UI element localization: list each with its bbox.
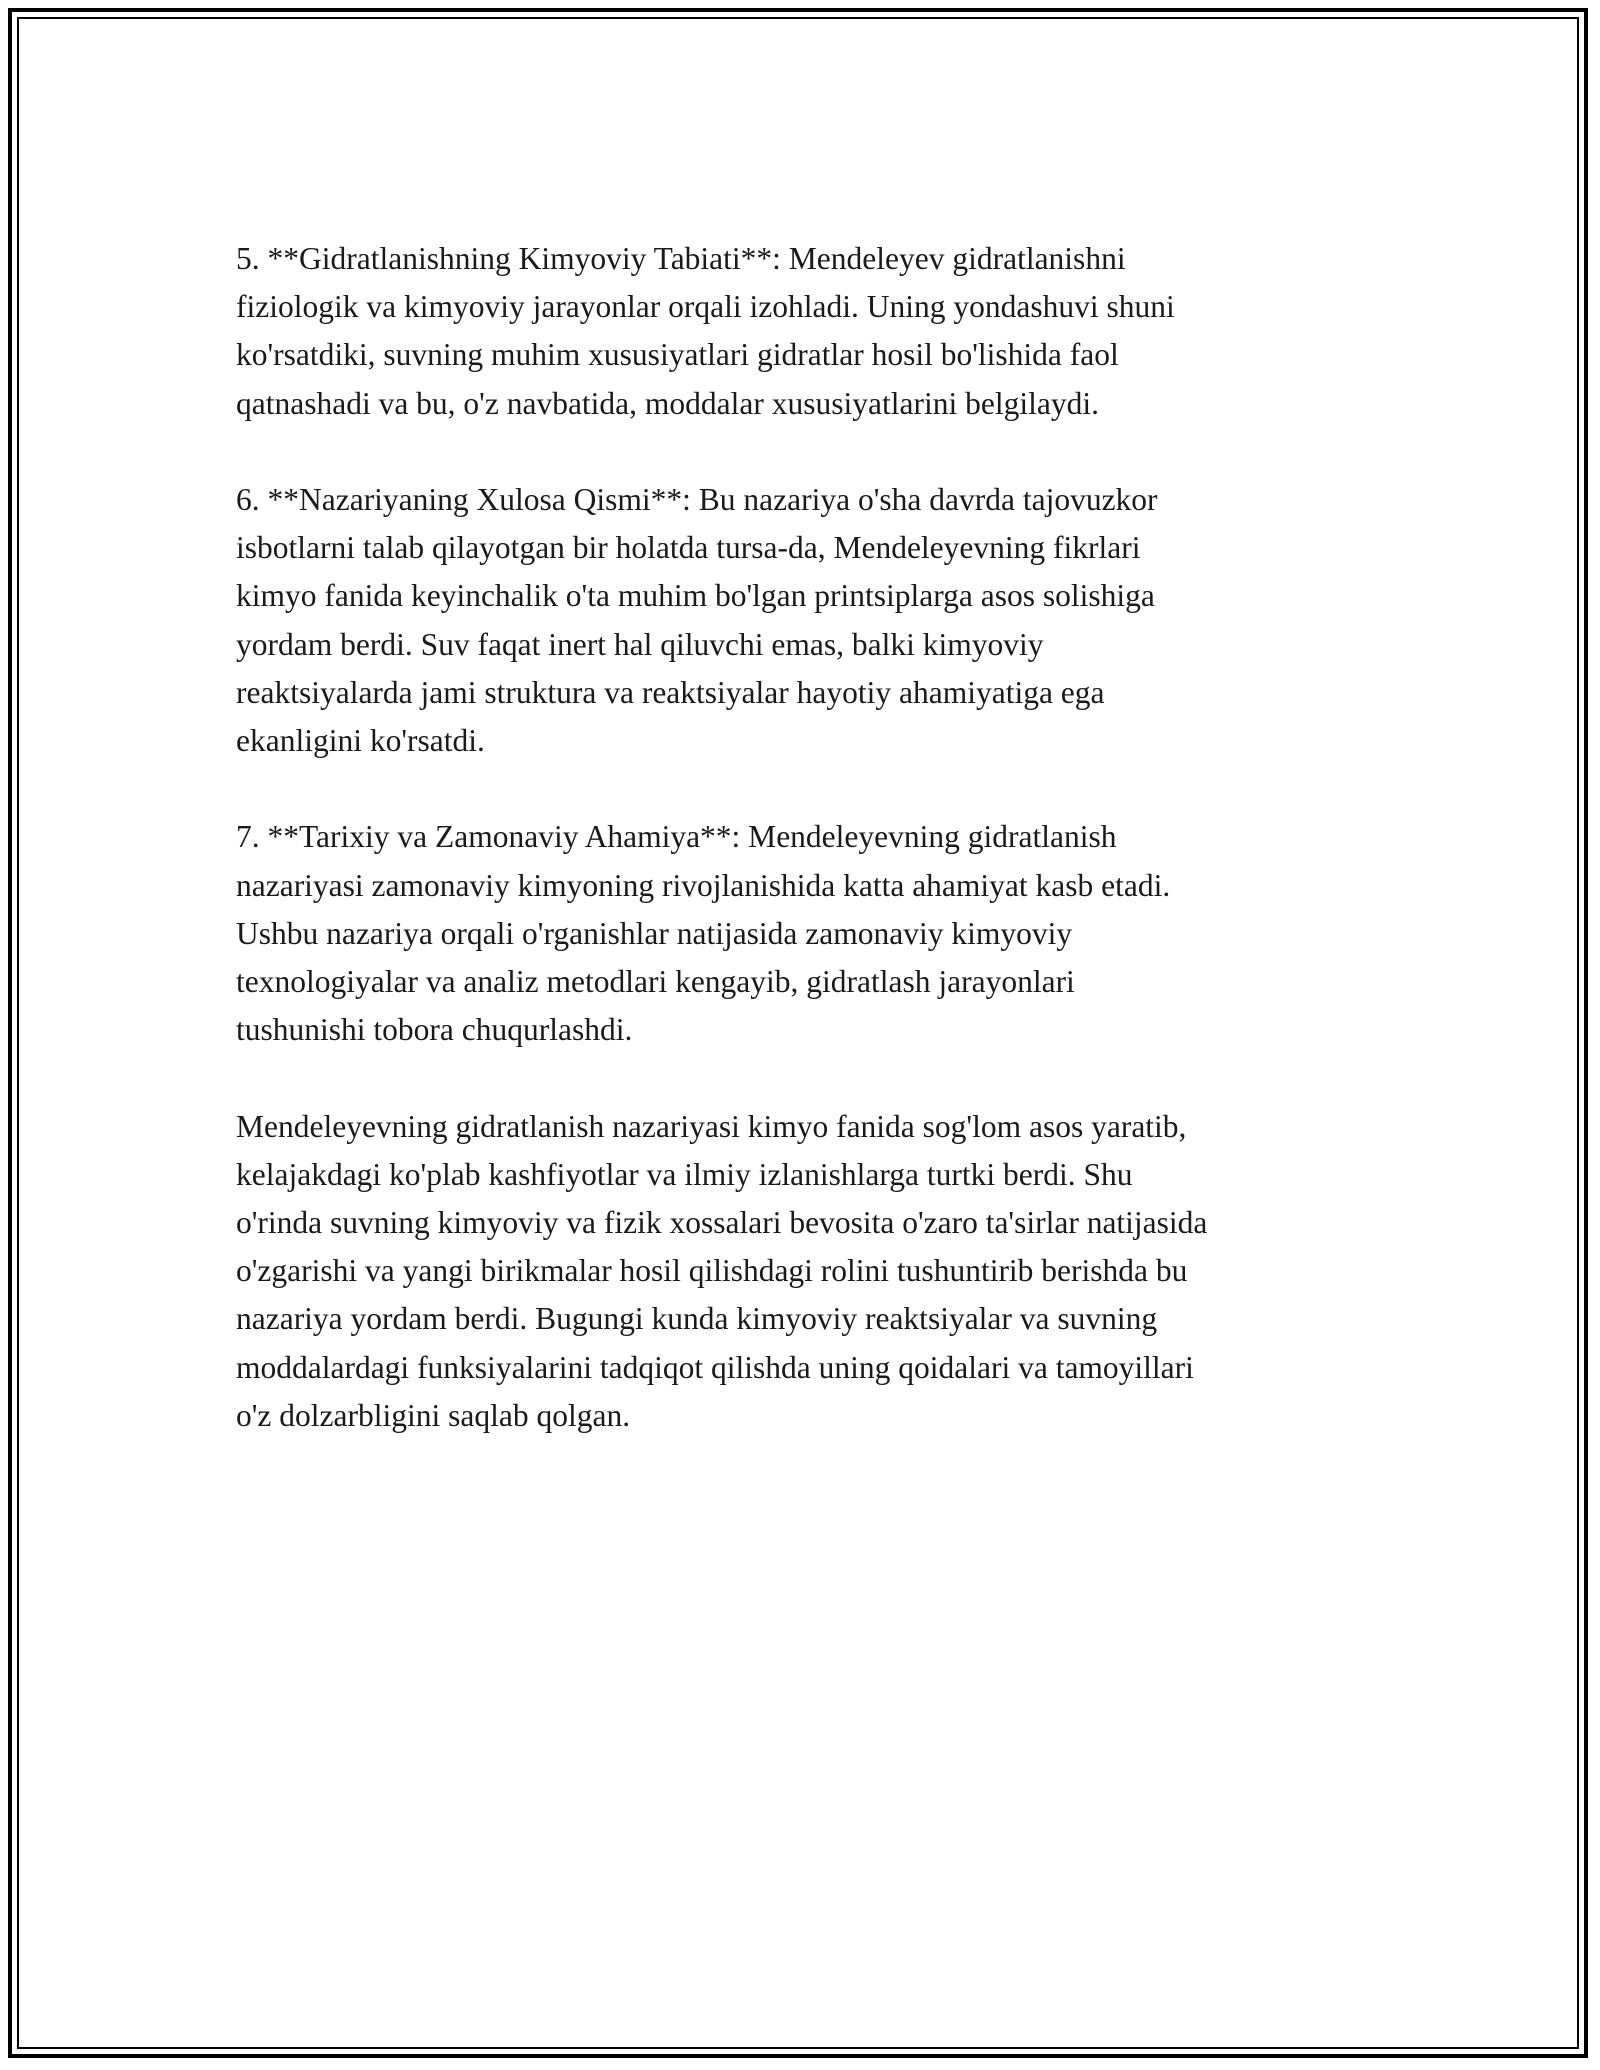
paragraph-section-5: 5. **Gidratlanishning Kimyoviy Tabiati**: Mendeleyev gidratlanishni fiziologik va kimyoviy jarayonlar orqali izohladi. Uning yondashuvi shuni ko'rsatdiki, suvning muhim xususiyatlari gidratlar hosil bo'lishida faol qatnashadi va bu, o'z navbatida, moddalar xususiyatlarini belgilaydi. xyxy=(236,241,1175,421)
paragraph-section-6: 6. **Nazariyaning Xulosa Qismi**: Bu nazariya o'sha davrda tajovuzkor isbotlarni talab qilayotgan bir holatda tursa-da, Mendeleyevning fikrlari kimyo fanida keyinchalik o'ta muhim bo'lgan printsiplarga asos solishiga yordam berdi. Suv faqat inert hal qiluvchi emas, balki kimyoviy reaktsiyalarda jami struktura va reaktsiyalar hayotiy ahamiyatiga ega ekanligini ko'rsatdi. xyxy=(236,482,1158,759)
document-body xyxy=(236,235,1386,1488)
paragraph-conclusion: Mendeleyevning gidratlanish nazariyasi kimyo fanida sog'lom asos yaratib, kelajakdagi ko'plab kashfiyotlar va ilmiy izlanishlarga turtki berdi. Shu o'rinda suvning kimyoviy va fizik xossalari bevosita o'zaro ta'sirlar natijasida o'zgarishi va yangi birikmalar hosil qilishdagi rolini tushuntirib berishda bu nazariya yordam berdi. Bugungi kunda kimyoviy reaktsiyalar va suvning moddalardagi funksiyalarini tadqiqot qilishda uning qoidalari va tamoyillari o'z dolzarbligini saqlab qolgan. xyxy=(236,1108,1208,1433)
paragraph-section-7: 7. **Tarixiy va Zamonaviy Ahamiya**: Mendeleyevning gidratlanish nazariyasi zamonaviy kimyoning rivojlanishida katta ahamiyat kasb etadi. Ushbu nazariya orqali o'rganishlar natijasida zamonaviy kimyoviy texnologiyalar va analiz metodlari kengayib, gidratlash jarayonlari tushunishi tobora chuqurlashdi. xyxy=(236,819,1171,1048)
